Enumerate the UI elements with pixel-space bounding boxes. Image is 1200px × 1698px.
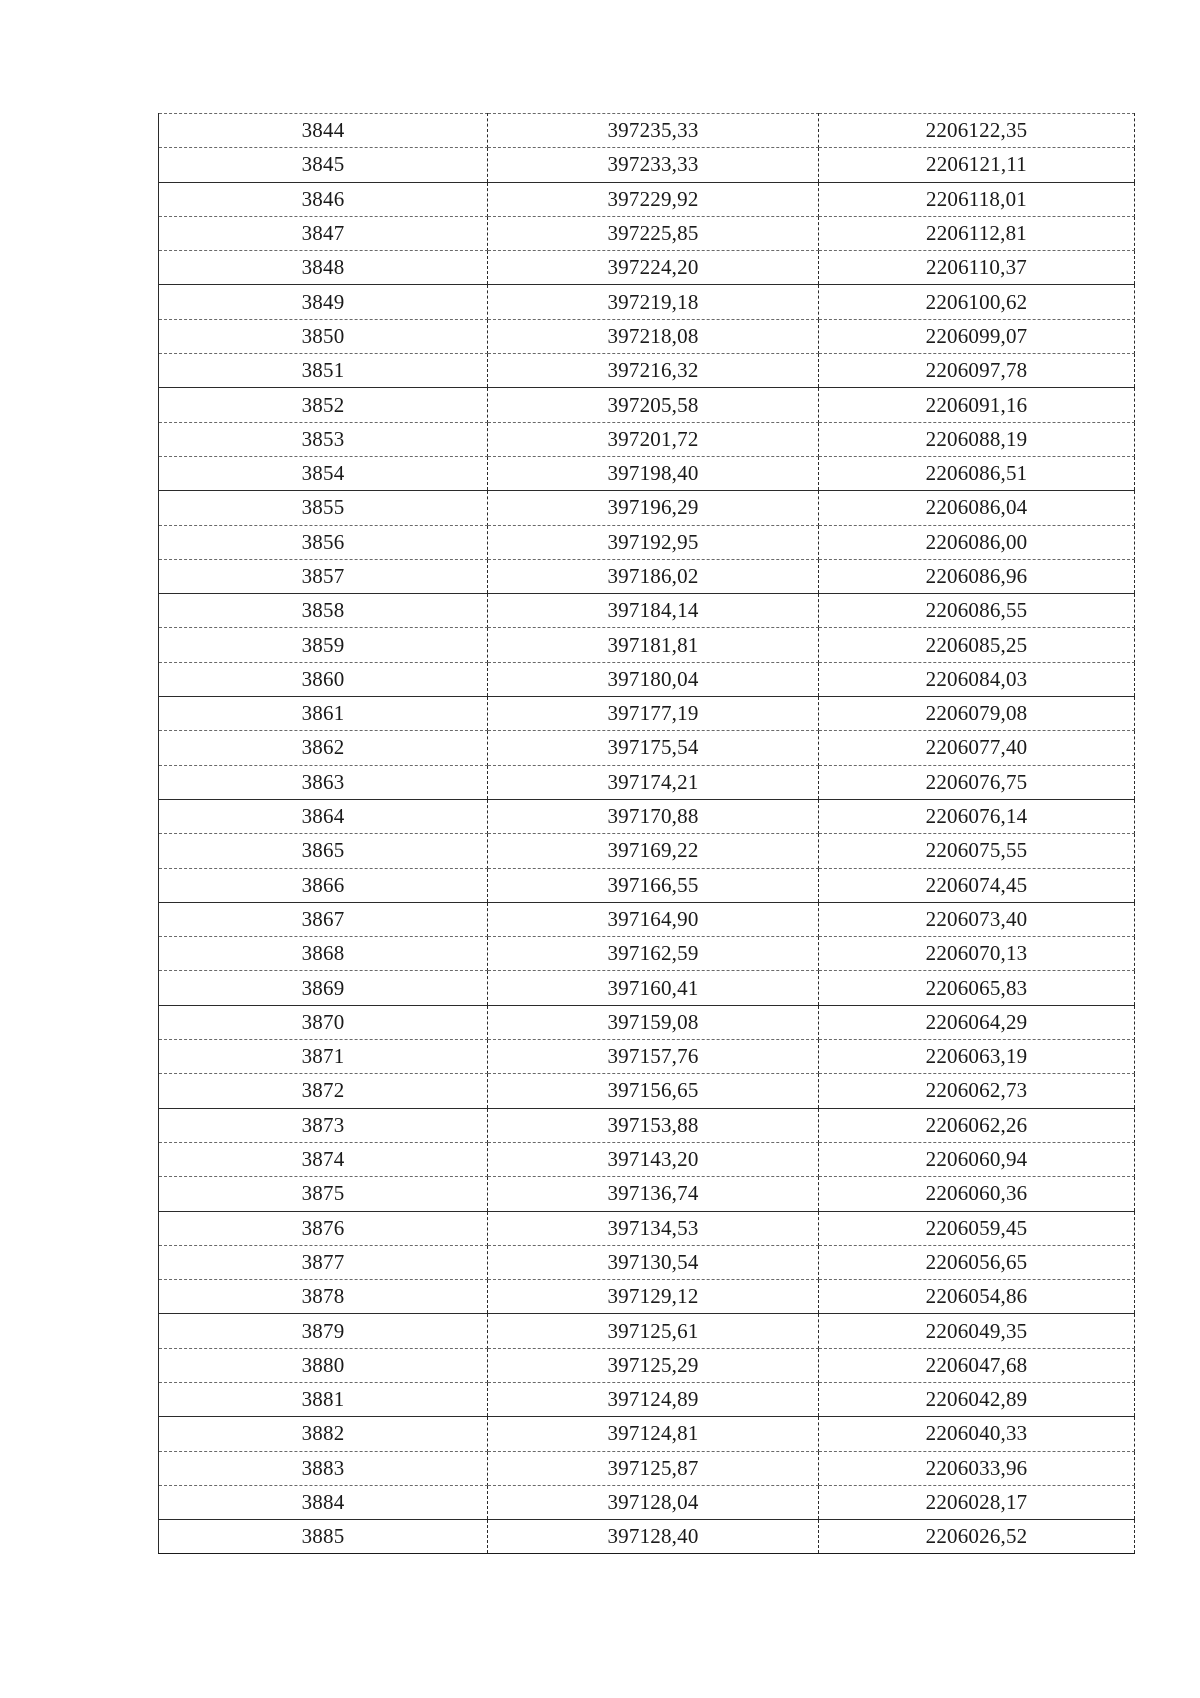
- x-coordinate-cell: 397225,85: [488, 216, 819, 250]
- x-coordinate-cell: 397125,61: [488, 1314, 819, 1348]
- table-row: [159, 868, 1135, 902]
- y-coordinate-cell: 2206060,94: [819, 1142, 1135, 1176]
- table-row: [159, 1417, 1135, 1451]
- x-coordinate-cell: 397218,08: [488, 319, 819, 353]
- table-row: [159, 834, 1135, 868]
- y-coordinate-cell: 2206099,07: [819, 319, 1135, 353]
- x-coordinate-cell: 397160,41: [488, 971, 819, 1005]
- y-coordinate-cell: 2206076,14: [819, 799, 1135, 833]
- point-number-cell: 3848: [159, 251, 488, 285]
- point-number-cell: 3871: [159, 1040, 488, 1074]
- point-number-cell: 3867: [159, 902, 488, 936]
- x-coordinate-cell: 397233,33: [488, 148, 819, 182]
- x-coordinate-cell: 397159,08: [488, 1005, 819, 1039]
- x-coordinate-cell: 397235,33: [488, 114, 819, 148]
- table-row: [159, 1005, 1135, 1039]
- table-row: [159, 765, 1135, 799]
- point-number-cell: 3849: [159, 285, 488, 319]
- y-coordinate-cell: 2206059,45: [819, 1211, 1135, 1245]
- point-number-cell: 3884: [159, 1485, 488, 1519]
- table-row: [159, 937, 1135, 971]
- table-row: [159, 388, 1135, 422]
- x-coordinate-cell: 397201,72: [488, 422, 819, 456]
- point-number-cell: 3862: [159, 731, 488, 765]
- x-coordinate-cell: 397164,90: [488, 902, 819, 936]
- table-row: [159, 731, 1135, 765]
- point-number-cell: 3881: [159, 1382, 488, 1416]
- point-number-cell: 3861: [159, 697, 488, 731]
- point-number-cell: 3864: [159, 799, 488, 833]
- table-row: [159, 216, 1135, 250]
- y-coordinate-cell: 2206112,81: [819, 216, 1135, 250]
- y-coordinate-cell: 2206056,65: [819, 1245, 1135, 1279]
- y-coordinate-cell: 2206121,11: [819, 148, 1135, 182]
- x-coordinate-cell: 397128,04: [488, 1485, 819, 1519]
- table-row: [159, 1040, 1135, 1074]
- x-coordinate-cell: 397166,55: [488, 868, 819, 902]
- table-row: [159, 1348, 1135, 1382]
- point-number-cell: 3855: [159, 491, 488, 525]
- y-coordinate-cell: 2206040,33: [819, 1417, 1135, 1451]
- x-coordinate-cell: 397192,95: [488, 525, 819, 559]
- table-row: [159, 525, 1135, 559]
- point-number-cell: 3882: [159, 1417, 488, 1451]
- point-number-cell: 3858: [159, 594, 488, 628]
- table-row: [159, 491, 1135, 525]
- table-row: [159, 1314, 1135, 1348]
- point-number-cell: 3868: [159, 937, 488, 971]
- table-row: [159, 456, 1135, 490]
- table-row: [159, 114, 1135, 148]
- y-coordinate-cell: 2206033,96: [819, 1451, 1135, 1485]
- point-number-cell: 3844: [159, 114, 488, 148]
- table-row: [159, 1177, 1135, 1211]
- x-coordinate-cell: 397128,40: [488, 1520, 819, 1554]
- point-number-cell: 3877: [159, 1245, 488, 1279]
- point-number-cell: 3859: [159, 628, 488, 662]
- x-coordinate-cell: 397219,18: [488, 285, 819, 319]
- y-coordinate-cell: 2206049,35: [819, 1314, 1135, 1348]
- point-number-cell: 3860: [159, 662, 488, 696]
- x-coordinate-cell: 397124,89: [488, 1382, 819, 1416]
- point-number-cell: 3883: [159, 1451, 488, 1485]
- table-row: [159, 594, 1135, 628]
- table-row: [159, 1520, 1135, 1554]
- y-coordinate-cell: 2206118,01: [819, 182, 1135, 216]
- y-coordinate-cell: 2206086,04: [819, 491, 1135, 525]
- point-number-cell: 3863: [159, 765, 488, 799]
- point-number-cell: 3845: [159, 148, 488, 182]
- table-row: [159, 354, 1135, 388]
- point-number-cell: 3873: [159, 1108, 488, 1142]
- x-coordinate-cell: 397229,92: [488, 182, 819, 216]
- x-coordinate-cell: 397162,59: [488, 937, 819, 971]
- point-number-cell: 3876: [159, 1211, 488, 1245]
- table-row: [159, 559, 1135, 593]
- x-coordinate-cell: 397156,65: [488, 1074, 819, 1108]
- x-coordinate-cell: 397184,14: [488, 594, 819, 628]
- x-coordinate-cell: 397130,54: [488, 1245, 819, 1279]
- y-coordinate-cell: 2206086,00: [819, 525, 1135, 559]
- y-coordinate-cell: 2206063,19: [819, 1040, 1135, 1074]
- x-coordinate-cell: 397177,19: [488, 697, 819, 731]
- point-number-cell: 3869: [159, 971, 488, 1005]
- point-number-cell: 3856: [159, 525, 488, 559]
- x-coordinate-cell: 397125,87: [488, 1451, 819, 1485]
- point-number-cell: 3853: [159, 422, 488, 456]
- x-coordinate-cell: 397170,88: [488, 799, 819, 833]
- table-row: [159, 148, 1135, 182]
- point-number-cell: 3872: [159, 1074, 488, 1108]
- y-coordinate-cell: 2206079,08: [819, 697, 1135, 731]
- y-coordinate-cell: 2206054,86: [819, 1280, 1135, 1314]
- point-number-cell: 3846: [159, 182, 488, 216]
- x-coordinate-cell: 397153,88: [488, 1108, 819, 1142]
- y-coordinate-cell: 2206077,40: [819, 731, 1135, 765]
- y-coordinate-cell: 2206100,62: [819, 285, 1135, 319]
- point-number-cell: 3857: [159, 559, 488, 593]
- table-row: [159, 1245, 1135, 1279]
- point-number-cell: 3866: [159, 868, 488, 902]
- x-coordinate-cell: 397125,29: [488, 1348, 819, 1382]
- x-coordinate-cell: 397143,20: [488, 1142, 819, 1176]
- table-row: [159, 697, 1135, 731]
- y-coordinate-cell: 2206076,75: [819, 765, 1135, 799]
- table-row: [159, 1108, 1135, 1142]
- x-coordinate-cell: 397134,53: [488, 1211, 819, 1245]
- y-coordinate-cell: 2206070,13: [819, 937, 1135, 971]
- y-coordinate-cell: 2206074,45: [819, 868, 1135, 902]
- point-number-cell: 3878: [159, 1280, 488, 1314]
- table-row: [159, 285, 1135, 319]
- y-coordinate-cell: 2206091,16: [819, 388, 1135, 422]
- point-number-cell: 3847: [159, 216, 488, 250]
- x-coordinate-cell: 397136,74: [488, 1177, 819, 1211]
- point-number-cell: 3875: [159, 1177, 488, 1211]
- y-coordinate-cell: 2206042,89: [819, 1382, 1135, 1416]
- y-coordinate-cell: 2206073,40: [819, 902, 1135, 936]
- x-coordinate-cell: 397181,81: [488, 628, 819, 662]
- y-coordinate-cell: 2206028,17: [819, 1485, 1135, 1519]
- x-coordinate-cell: 397157,76: [488, 1040, 819, 1074]
- table-row: [159, 422, 1135, 456]
- x-coordinate-cell: 397174,21: [488, 765, 819, 799]
- y-coordinate-cell: 2206064,29: [819, 1005, 1135, 1039]
- coordinates-table-body: [159, 114, 1135, 1554]
- x-coordinate-cell: 397196,29: [488, 491, 819, 525]
- point-number-cell: 3865: [159, 834, 488, 868]
- y-coordinate-cell: 2206086,51: [819, 456, 1135, 490]
- x-coordinate-cell: 397216,32: [488, 354, 819, 388]
- table-row: [159, 182, 1135, 216]
- y-coordinate-cell: 2206062,26: [819, 1108, 1135, 1142]
- table-row: [159, 1211, 1135, 1245]
- y-coordinate-cell: 2206026,52: [819, 1520, 1135, 1554]
- coordinates-table: [158, 113, 1135, 1554]
- y-coordinate-cell: 2206062,73: [819, 1074, 1135, 1108]
- table-row: [159, 902, 1135, 936]
- x-coordinate-cell: 397124,81: [488, 1417, 819, 1451]
- point-number-cell: 3880: [159, 1348, 488, 1382]
- x-coordinate-cell: 397129,12: [488, 1280, 819, 1314]
- y-coordinate-cell: 2206088,19: [819, 422, 1135, 456]
- x-coordinate-cell: 397205,58: [488, 388, 819, 422]
- table-row: [159, 319, 1135, 353]
- y-coordinate-cell: 2206122,35: [819, 114, 1135, 148]
- table-row: [159, 799, 1135, 833]
- table-row: [159, 1074, 1135, 1108]
- x-coordinate-cell: 397224,20: [488, 251, 819, 285]
- y-coordinate-cell: 2206085,25: [819, 628, 1135, 662]
- y-coordinate-cell: 2206086,96: [819, 559, 1135, 593]
- y-coordinate-cell: 2206097,78: [819, 354, 1135, 388]
- x-coordinate-cell: 397180,04: [488, 662, 819, 696]
- table-row: [159, 1382, 1135, 1416]
- y-coordinate-cell: 2206065,83: [819, 971, 1135, 1005]
- point-number-cell: 3874: [159, 1142, 488, 1176]
- y-coordinate-cell: 2206110,37: [819, 251, 1135, 285]
- point-number-cell: 3850: [159, 319, 488, 353]
- y-coordinate-cell: 2206084,03: [819, 662, 1135, 696]
- y-coordinate-cell: 2206075,55: [819, 834, 1135, 868]
- table-row: [159, 971, 1135, 1005]
- point-number-cell: 3879: [159, 1314, 488, 1348]
- point-number-cell: 3870: [159, 1005, 488, 1039]
- table-row: [159, 1142, 1135, 1176]
- table-row: [159, 1485, 1135, 1519]
- x-coordinate-cell: 397175,54: [488, 731, 819, 765]
- y-coordinate-cell: 2206060,36: [819, 1177, 1135, 1211]
- point-number-cell: 3852: [159, 388, 488, 422]
- table-row: [159, 628, 1135, 662]
- y-coordinate-cell: 2206047,68: [819, 1348, 1135, 1382]
- table-row: [159, 1451, 1135, 1485]
- y-coordinate-cell: 2206086,55: [819, 594, 1135, 628]
- table-row: [159, 662, 1135, 696]
- table-row: [159, 251, 1135, 285]
- point-number-cell: 3885: [159, 1520, 488, 1554]
- x-coordinate-cell: 397169,22: [488, 834, 819, 868]
- x-coordinate-cell: 397198,40: [488, 456, 819, 490]
- x-coordinate-cell: 397186,02: [488, 559, 819, 593]
- table-row: [159, 1280, 1135, 1314]
- point-number-cell: 3851: [159, 354, 488, 388]
- point-number-cell: 3854: [159, 456, 488, 490]
